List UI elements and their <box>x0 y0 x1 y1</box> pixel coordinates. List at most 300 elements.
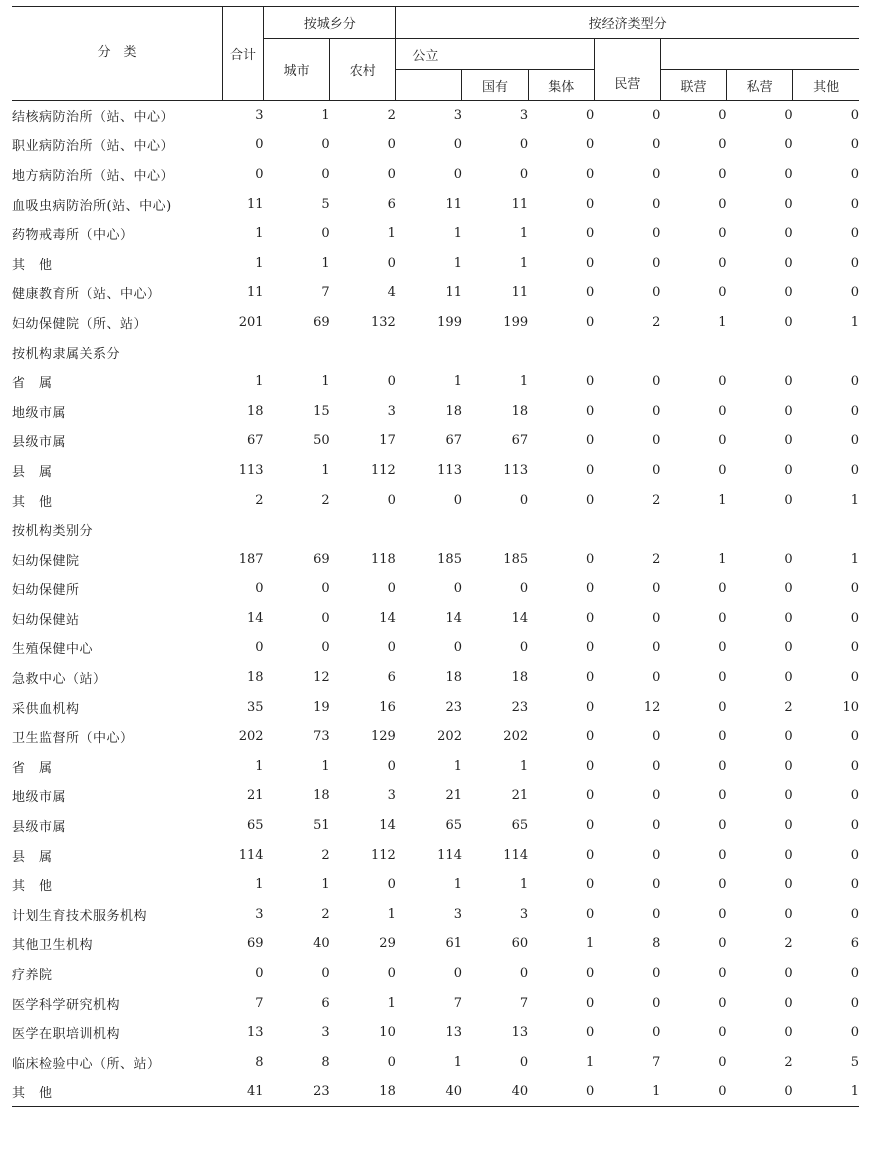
table-row <box>12 101 859 131</box>
row-value: 0 <box>585 581 595 597</box>
row-value: 0 <box>585 966 595 982</box>
row-value: 1 <box>519 226 529 242</box>
row-label: 急救中心（站） <box>12 672 107 688</box>
row-value <box>396 515 462 545</box>
row-value: 0 <box>784 670 793 686</box>
row-value <box>264 337 330 367</box>
row-value: 0 <box>585 847 595 863</box>
row-value: 14 <box>379 610 396 626</box>
row-value: 2 <box>652 314 661 330</box>
row-value: 0 <box>255 966 264 982</box>
table-row <box>12 278 859 308</box>
row-value: 1 <box>453 255 462 271</box>
row-value <box>222 515 263 545</box>
row-label: 按机构类别分 <box>12 524 94 540</box>
row-value: 201 <box>238 314 264 330</box>
row-value: 19 <box>313 699 330 715</box>
row-value: 0 <box>652 226 661 242</box>
row-value: 0 <box>850 670 859 686</box>
row-value: 11 <box>445 196 462 212</box>
row-value: 0 <box>255 640 264 656</box>
row-value: 0 <box>585 551 595 567</box>
table-header <box>12 7 859 101</box>
row-value: 0 <box>585 137 595 153</box>
row-value: 0 <box>585 462 595 478</box>
row-value: 0 <box>784 492 793 508</box>
row-value: 113 <box>437 462 462 478</box>
row-value: 0 <box>652 966 661 982</box>
row-value: 0 <box>652 285 661 301</box>
public-label: 公立 <box>412 48 439 64</box>
table-row <box>12 900 859 930</box>
row-label: 其 他 <box>12 494 53 510</box>
row-value: 13 <box>445 1025 462 1041</box>
row-value: 1 <box>718 492 727 508</box>
row-value: 3 <box>321 1025 330 1041</box>
row-value: 0 <box>718 758 727 774</box>
table-row <box>12 959 859 989</box>
row-value: 0 <box>718 1084 727 1100</box>
row-value: 11 <box>247 196 264 212</box>
row-value: 1 <box>387 226 396 242</box>
row-value: 40 <box>445 1084 462 1100</box>
row-value: 69 <box>313 551 330 567</box>
row-value: 0 <box>321 966 330 982</box>
row-value: 0 <box>652 108 661 124</box>
row-value: 0 <box>652 877 661 893</box>
table-row <box>12 722 859 752</box>
row-value: 0 <box>255 137 264 153</box>
row-value: 14 <box>379 818 396 834</box>
row-value: 40 <box>313 936 330 952</box>
row-value: 113 <box>238 462 264 478</box>
row-value: 0 <box>585 995 595 1011</box>
row-value: 1 <box>718 314 727 330</box>
row-value: 0 <box>850 610 859 626</box>
row-value: 0 <box>718 196 727 212</box>
row-value: 0 <box>718 699 727 715</box>
row-label: 结核病防治所（站、中心） <box>12 110 175 126</box>
joint-header: 联营 <box>660 70 726 101</box>
row-value: 0 <box>453 166 462 182</box>
row-value: 18 <box>445 670 462 686</box>
row-value: 1 <box>321 374 330 390</box>
row-value: 199 <box>437 314 462 330</box>
row-value: 3 <box>453 108 462 124</box>
row-label: 采供血机构 <box>12 701 80 717</box>
row-value: 7 <box>652 1054 661 1070</box>
private-group-header: 民营 <box>594 39 660 101</box>
other-header: 其他 <box>793 70 859 101</box>
row-value <box>222 337 263 367</box>
row-value: 1 <box>321 462 330 478</box>
table-row <box>12 1077 859 1107</box>
row-value: 0 <box>718 640 727 656</box>
row-value: 4 <box>387 285 396 301</box>
health-institutions-table <box>12 6 859 1107</box>
row-value: 0 <box>850 640 859 656</box>
row-value: 0 <box>652 462 661 478</box>
row-value: 6 <box>850 936 859 952</box>
row-value: 0 <box>585 670 595 686</box>
row-value: 0 <box>519 581 529 597</box>
table-row <box>12 219 859 249</box>
row-value: 69 <box>247 936 264 952</box>
row-value: 0 <box>850 196 859 212</box>
row-value: 0 <box>321 166 330 182</box>
row-value: 0 <box>850 877 859 893</box>
row-value: 1 <box>850 314 859 330</box>
row-value: 21 <box>511 788 529 804</box>
row-value: 0 <box>585 818 595 834</box>
row-value: 0 <box>585 374 595 390</box>
row-label: 临床检验中心（所、站） <box>12 1056 161 1072</box>
row-value: 0 <box>784 966 793 982</box>
row-value: 0 <box>453 966 462 982</box>
row-value: 1 <box>519 877 529 893</box>
row-value <box>660 515 726 545</box>
row-value: 0 <box>519 166 529 182</box>
row-value: 18 <box>511 670 529 686</box>
row-label: 血吸虫病防治所(站、中心) <box>12 198 172 214</box>
row-value <box>330 337 396 367</box>
row-value: 0 <box>387 581 396 597</box>
row-value <box>528 515 594 545</box>
row-value: 0 <box>652 818 661 834</box>
row-value: 0 <box>718 166 727 182</box>
row-value: 0 <box>585 1025 595 1041</box>
row-value: 11 <box>247 285 264 301</box>
row-value: 18 <box>379 1084 396 1100</box>
row-value: 0 <box>784 374 793 390</box>
row-label: 妇幼保健所 <box>12 583 80 599</box>
table-row <box>12 160 859 190</box>
row-value: 21 <box>445 788 462 804</box>
row-value: 0 <box>718 610 727 626</box>
row-value: 60 <box>511 936 529 952</box>
row-value: 0 <box>718 788 727 804</box>
row-value <box>793 515 859 545</box>
row-value: 0 <box>718 1054 727 1070</box>
row-value: 0 <box>718 581 727 597</box>
row-value: 51 <box>313 818 330 834</box>
row-value: 12 <box>643 699 661 715</box>
row-label: 其他卫生机构 <box>12 938 94 954</box>
row-value: 0 <box>387 877 396 893</box>
row-value: 0 <box>652 1025 661 1041</box>
row-value: 0 <box>850 995 859 1011</box>
row-value: 0 <box>718 374 727 390</box>
row-label: 省 属 <box>12 376 53 392</box>
row-value: 3 <box>387 788 396 804</box>
row-value: 0 <box>784 788 793 804</box>
table-row <box>12 663 859 693</box>
row-value: 0 <box>850 433 859 449</box>
row-value: 0 <box>784 551 793 567</box>
row-value: 0 <box>718 255 727 271</box>
row-value: 0 <box>321 137 330 153</box>
row-value: 0 <box>652 788 661 804</box>
row-value: 0 <box>718 729 727 745</box>
row-value: 18 <box>511 403 529 419</box>
row-value: 0 <box>585 1084 595 1100</box>
row-value <box>462 515 528 545</box>
row-value: 0 <box>850 847 859 863</box>
row-value: 202 <box>503 729 529 745</box>
row-value: 0 <box>784 1025 793 1041</box>
row-value: 0 <box>718 818 727 834</box>
row-value: 1 <box>850 551 859 567</box>
row-value: 0 <box>718 462 727 478</box>
row-value: 185 <box>503 551 529 567</box>
row-value: 0 <box>585 729 595 745</box>
row-value: 2 <box>321 492 330 508</box>
row-value: 0 <box>784 314 793 330</box>
row-value: 1 <box>387 995 396 1011</box>
row-value: 6 <box>387 196 396 212</box>
rural-header: 农村 <box>330 39 396 101</box>
table-row <box>12 929 859 959</box>
table-row <box>12 189 859 219</box>
row-value: 0 <box>850 581 859 597</box>
row-value: 114 <box>238 847 264 863</box>
row-value: 0 <box>850 374 859 390</box>
row-label: 县 属 <box>12 849 53 865</box>
row-value: 0 <box>784 995 793 1011</box>
table-row <box>12 574 859 604</box>
row-value: 0 <box>519 1054 529 1070</box>
row-value: 0 <box>784 610 793 626</box>
public-total-subheader <box>396 70 462 101</box>
row-value: 0 <box>718 995 727 1011</box>
row-value: 0 <box>585 610 595 626</box>
row-value: 0 <box>652 374 661 390</box>
row-value: 0 <box>718 108 727 124</box>
table-row <box>12 870 859 900</box>
row-label: 按机构隶属关系分 <box>12 346 121 362</box>
row-value: 1 <box>321 108 330 124</box>
row-value: 0 <box>585 403 595 419</box>
row-value: 0 <box>850 729 859 745</box>
row-label: 地级市属 <box>12 790 67 806</box>
row-value: 0 <box>321 610 330 626</box>
row-value: 0 <box>519 966 529 982</box>
row-value: 0 <box>850 108 859 124</box>
row-value: 0 <box>453 581 462 597</box>
table-row <box>12 485 859 515</box>
table-row <box>12 692 859 722</box>
row-value: 0 <box>784 285 793 301</box>
table-row <box>12 811 859 841</box>
row-value: 1 <box>453 1054 462 1070</box>
row-value <box>528 337 594 367</box>
row-value: 1 <box>585 1054 595 1070</box>
row-value: 23 <box>511 699 529 715</box>
row-value: 0 <box>387 137 396 153</box>
row-value: 21 <box>247 788 264 804</box>
row-value: 129 <box>371 729 396 745</box>
row-value: 3 <box>255 108 264 124</box>
row-value: 0 <box>850 403 859 419</box>
row-value: 65 <box>511 818 529 834</box>
row-value: 0 <box>784 729 793 745</box>
row-value: 65 <box>247 818 264 834</box>
row-value: 10 <box>842 699 859 715</box>
row-value: 0 <box>718 906 727 922</box>
row-value: 50 <box>313 433 330 449</box>
row-value: 2 <box>321 906 330 922</box>
row-value: 0 <box>585 285 595 301</box>
row-value: 0 <box>718 936 727 952</box>
row-value: 14 <box>247 610 264 626</box>
row-value: 0 <box>652 403 661 419</box>
row-label: 地方病防治所（站、中心） <box>12 168 175 184</box>
table-row <box>12 988 859 1018</box>
row-value: 1 <box>255 374 264 390</box>
row-value: 11 <box>511 285 529 301</box>
row-value: 1 <box>718 551 727 567</box>
row-label: 县级市属 <box>12 820 67 836</box>
row-value: 0 <box>718 966 727 982</box>
row-value: 7 <box>519 995 529 1011</box>
row-value: 41 <box>247 1084 264 1100</box>
row-value: 0 <box>585 640 595 656</box>
row-value: 202 <box>238 729 264 745</box>
row-value: 3 <box>519 108 529 124</box>
row-value: 3 <box>387 403 396 419</box>
state-owned-header: 国有 <box>462 70 528 101</box>
row-value: 0 <box>585 788 595 804</box>
row-value: 187 <box>238 551 264 567</box>
table-row <box>12 840 859 870</box>
row-value: 1 <box>453 758 462 774</box>
row-value: 0 <box>321 581 330 597</box>
row-value: 0 <box>784 166 793 182</box>
row-value <box>594 337 660 367</box>
row-value: 0 <box>321 640 330 656</box>
row-value: 132 <box>371 314 396 330</box>
row-value: 0 <box>585 226 595 242</box>
row-value: 18 <box>445 403 462 419</box>
row-value: 8 <box>321 1054 330 1070</box>
row-value: 7 <box>321 285 330 301</box>
row-value: 14 <box>445 610 462 626</box>
row-value: 1 <box>255 226 264 242</box>
row-value: 5 <box>321 196 330 212</box>
row-label: 健康教育所（站、中心） <box>12 287 161 303</box>
row-label: 其 他 <box>12 879 53 895</box>
row-value: 23 <box>445 699 462 715</box>
row-value: 0 <box>652 610 661 626</box>
row-value: 0 <box>585 314 595 330</box>
row-label: 省 属 <box>12 760 53 776</box>
table-row <box>12 1048 859 1078</box>
row-value: 1 <box>321 758 330 774</box>
row-value: 0 <box>784 196 793 212</box>
row-value: 6 <box>387 670 396 686</box>
row-label: 医学科学研究机构 <box>12 997 121 1013</box>
row-value: 1 <box>519 758 529 774</box>
row-value: 0 <box>784 818 793 834</box>
row-value: 73 <box>313 729 330 745</box>
row-value: 118 <box>371 551 396 567</box>
row-value: 0 <box>519 640 529 656</box>
row-value: 0 <box>850 285 859 301</box>
row-value: 0 <box>850 966 859 982</box>
row-value: 2 <box>387 108 396 124</box>
table-row <box>12 337 859 367</box>
row-value: 0 <box>718 285 727 301</box>
row-value: 114 <box>437 847 462 863</box>
row-value: 0 <box>652 433 661 449</box>
row-label: 疗养院 <box>12 968 53 984</box>
total-header: 合计 <box>222 7 263 101</box>
row-value: 16 <box>379 699 396 715</box>
row-value <box>793 337 859 367</box>
row-value: 0 <box>850 906 859 922</box>
row-value: 17 <box>379 433 396 449</box>
table-row <box>12 752 859 782</box>
row-value: 2 <box>321 847 330 863</box>
row-value: 202 <box>437 729 462 745</box>
row-value: 13 <box>247 1025 264 1041</box>
row-value: 0 <box>387 166 396 182</box>
row-label: 妇幼保健站 <box>12 612 80 628</box>
row-value: 0 <box>718 226 727 242</box>
row-label: 其 他 <box>12 257 53 273</box>
row-label: 县 属 <box>12 464 53 480</box>
row-value: 2 <box>784 699 793 715</box>
row-value: 0 <box>718 847 727 863</box>
row-value: 15 <box>313 403 330 419</box>
row-value: 0 <box>387 966 396 982</box>
row-value: 0 <box>255 581 264 597</box>
row-value: 0 <box>652 196 661 212</box>
row-value: 1 <box>453 877 462 893</box>
row-value: 2 <box>784 936 793 952</box>
row-value: 185 <box>437 551 462 567</box>
row-value: 29 <box>379 936 396 952</box>
row-value: 0 <box>387 640 396 656</box>
row-value: 0 <box>784 108 793 124</box>
row-value: 0 <box>652 581 661 597</box>
table-body <box>12 101 859 1107</box>
row-value <box>330 515 396 545</box>
row-value <box>727 337 793 367</box>
row-value: 7 <box>453 995 462 1011</box>
row-value: 67 <box>445 433 462 449</box>
row-value: 0 <box>585 108 595 124</box>
row-value: 0 <box>784 462 793 478</box>
row-value: 65 <box>445 818 462 834</box>
row-value: 0 <box>784 137 793 153</box>
row-label: 地级市属 <box>12 405 67 421</box>
row-value <box>594 515 660 545</box>
table-row <box>12 396 859 426</box>
row-value: 1 <box>652 1084 661 1100</box>
row-value: 1 <box>321 255 330 271</box>
table-row <box>12 130 859 160</box>
row-value: 0 <box>652 995 661 1011</box>
row-value: 0 <box>652 255 661 271</box>
row-value: 0 <box>718 1025 727 1041</box>
row-value: 7 <box>255 995 264 1011</box>
table-row <box>12 633 859 663</box>
urban-header: 城市 <box>264 39 330 101</box>
row-value: 0 <box>718 433 727 449</box>
row-value: 0 <box>652 729 661 745</box>
table-row <box>12 367 859 397</box>
